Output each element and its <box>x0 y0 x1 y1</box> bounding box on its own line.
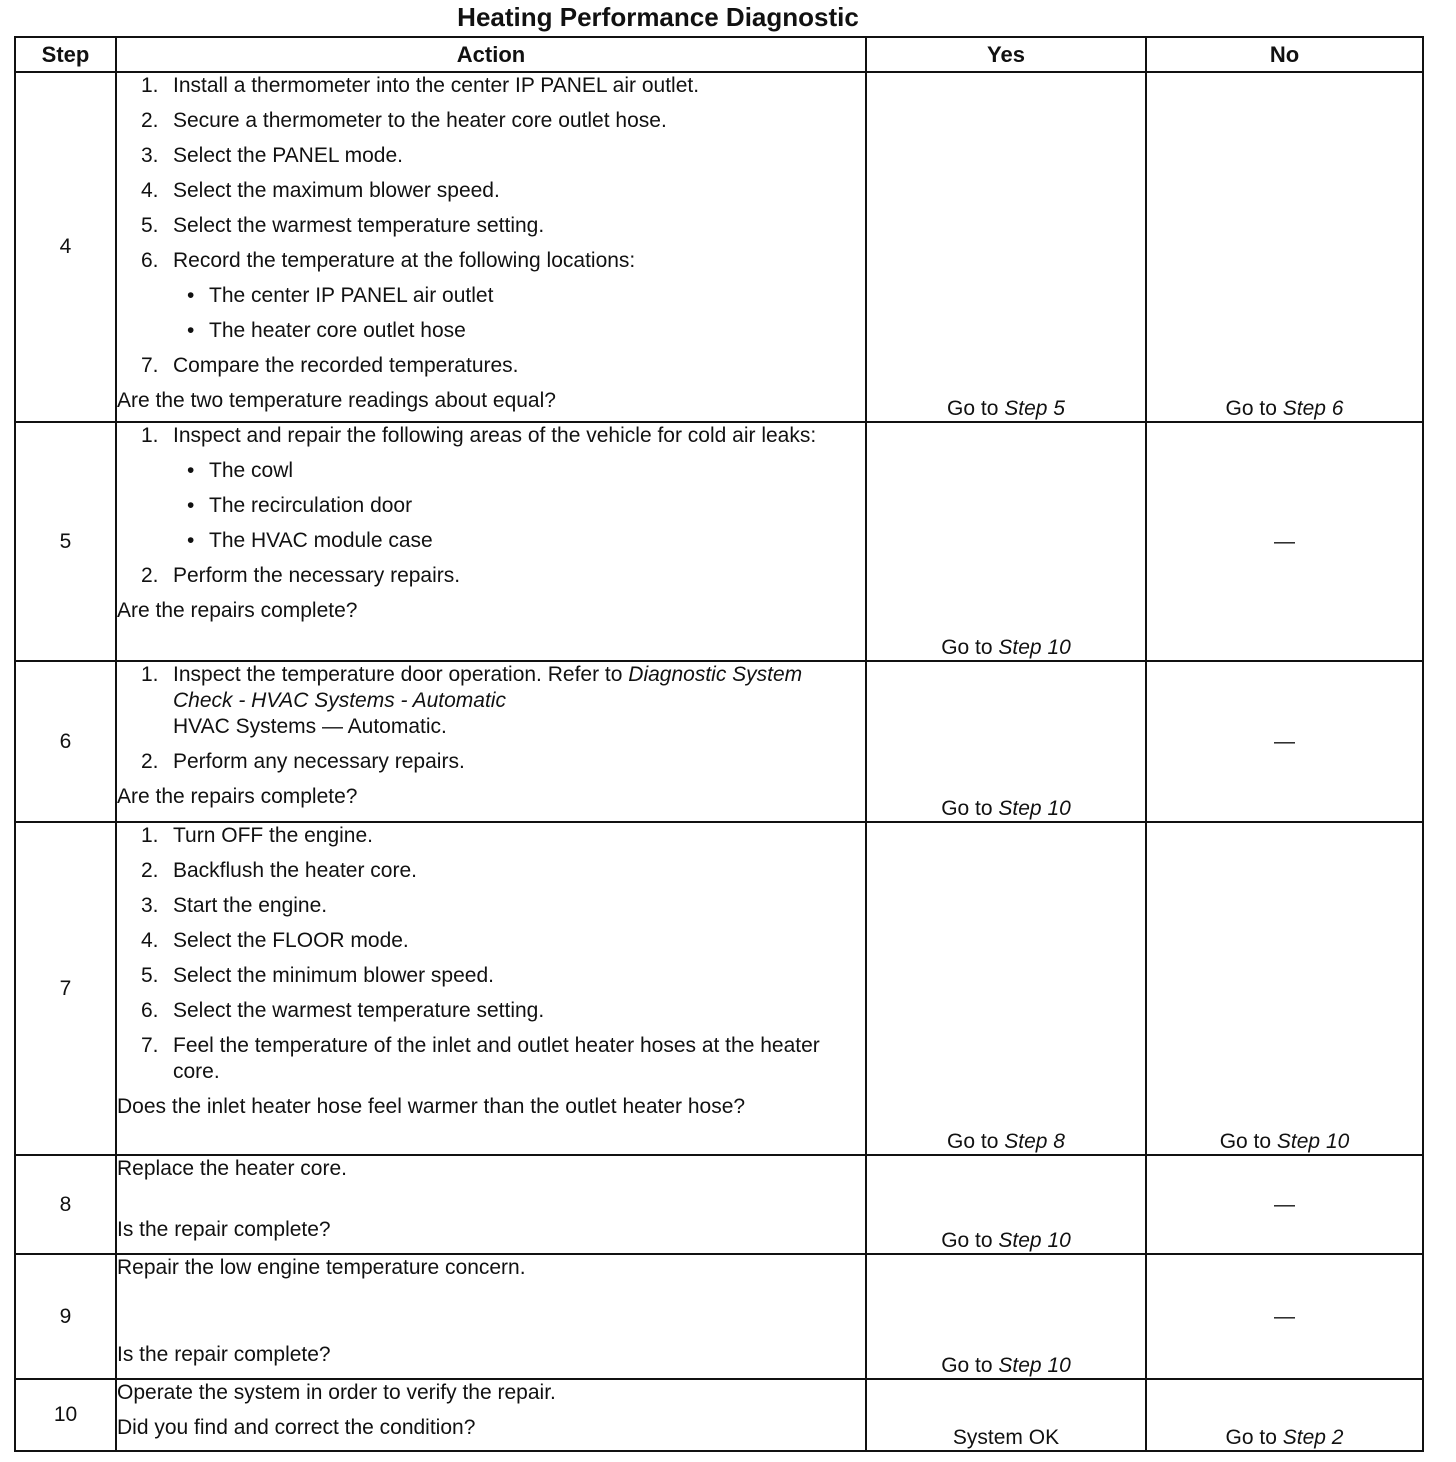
no-cell: — <box>1146 1155 1423 1254</box>
table-row <box>15 1379 1423 1451</box>
step-number: 7 <box>15 822 116 1155</box>
header-row <box>15 37 1423 72</box>
action-cell <box>116 422 866 661</box>
step-number: 8 <box>15 1155 116 1254</box>
question: Are the repairs complete? <box>117 599 358 622</box>
list-item: 1. Turn OFF the engine. <box>141 824 373 847</box>
question: Are the two temperature readings about equal? <box>117 389 556 412</box>
table-row <box>15 1254 1423 1379</box>
list-item: 2. Backflush the heater core. <box>141 859 417 882</box>
list-item: 3. Select the PANEL mode. <box>141 144 403 167</box>
bullet-item: • The cowl <box>187 459 294 482</box>
no-cell: Go to Step 6 <box>1146 72 1423 422</box>
step-reference: Step 10 <box>998 636 1071 659</box>
action-cell <box>116 661 866 822</box>
table-row <box>15 422 1423 661</box>
yes-cell: System OK <box>866 1379 1146 1451</box>
yes-cell: Go to Step 10 <box>866 661 1146 822</box>
bullet-icon: • <box>187 459 195 482</box>
doc-reference: Diagnostic System Check - HVAC Systems - Automatic <box>173 663 803 712</box>
list-item: 4. Select the maximum blower speed. <box>141 179 500 202</box>
bullet-item: • The recirculation door <box>187 494 413 517</box>
list-item: 2. Perform any necessary repairs. <box>141 750 465 773</box>
list-item: 6. Select the warmest temperature setting. <box>141 999 545 1022</box>
question: Did you find and correct the condition? <box>117 1416 476 1439</box>
list-item: 5. Select the warmest temperature setting. <box>141 214 545 237</box>
page-title: Heating Performance Diagnostic <box>457 2 859 32</box>
step-reference: Step 2 <box>1282 1426 1344 1449</box>
list-item: 4. Select the FLOOR mode. <box>141 929 409 952</box>
action-text: Repair the low engine temperature concern. <box>117 1256 526 1279</box>
table-row <box>15 822 1423 1155</box>
step-reference: Step 10 <box>1276 1130 1350 1153</box>
list-item: 7. Feel the temperature of the inlet and outlet heater hoses at the heater core. <box>141 1034 820 1083</box>
action-cell <box>116 1254 866 1379</box>
bullet-icon: • <box>187 494 195 517</box>
yes-cell: Go to Step 8 <box>866 822 1146 1155</box>
list-item: 5. Select the minimum blower speed. <box>141 964 494 987</box>
question: Does the inlet heater hose feel warmer than the outlet heater hose? <box>117 1095 746 1118</box>
step-number: 5 <box>15 422 116 661</box>
no-cell: Go to Step 2 <box>1146 1379 1423 1451</box>
no-cell: — <box>1146 1254 1423 1379</box>
question: Are the repairs complete? <box>117 785 358 808</box>
question: Is the repair complete? <box>117 1218 331 1241</box>
step-number: 10 <box>15 1379 116 1451</box>
table-row <box>15 72 1423 422</box>
yes-cell: Go to Step 10 <box>866 422 1146 661</box>
step-reference: Step 10 <box>998 1354 1071 1377</box>
list-item: 2. Secure a thermometer to the heater core outlet hose. <box>141 109 667 132</box>
step-reference: Step 6 <box>1282 397 1344 420</box>
step-reference: Step 10 <box>998 797 1071 820</box>
yes-cell: Go to Step 10 <box>866 1254 1146 1379</box>
list-item: 6. Record the temperature at the following locations: <box>141 249 636 272</box>
step-number: 9 <box>15 1254 116 1379</box>
step-reference: Step 8 <box>1004 1130 1065 1153</box>
action-cell <box>116 1379 866 1451</box>
step-number: 4 <box>15 72 116 422</box>
header-action: Action <box>116 37 866 72</box>
list-item: 3. Start the engine. <box>141 894 328 917</box>
step-reference: Step 10 <box>998 1229 1071 1252</box>
diagnostic-table <box>14 36 1424 1452</box>
action-text: Operate the system in order to verify the repair. <box>117 1381 556 1404</box>
action-cell <box>116 72 866 422</box>
action-cell <box>116 1155 866 1254</box>
header-no: No <box>1146 37 1423 72</box>
yes-cell: Go to Step 5 <box>866 72 1146 422</box>
bullet-icon: • <box>187 284 195 307</box>
list-item: 1. Install a thermometer into the center IP PANEL air outlet. <box>141 74 700 97</box>
table-row <box>15 1155 1423 1254</box>
list-item: 2. Perform the necessary repairs. <box>141 564 461 587</box>
action-cell <box>116 822 866 1155</box>
list-item: 1. Inspect the temperature door operation. Refer to Diagnostic System Check - HVAC Systems - Automatic HVAC Systems — Automatic. <box>141 663 803 738</box>
action-text: Replace the heater core. <box>117 1157 347 1180</box>
table-row <box>15 661 1423 822</box>
no-cell: — <box>1146 661 1423 822</box>
list-item: 7. Compare the recorded temperatures. <box>141 354 519 377</box>
no-cell: Go to Step 10 <box>1146 822 1423 1155</box>
question: Is the repair complete? <box>117 1343 331 1366</box>
list-item: 1. Inspect and repair the following areas of the vehicle for cold air leaks: <box>141 424 817 447</box>
bullet-item: • The heater core outlet hose <box>187 319 466 342</box>
step-number: 6 <box>15 661 116 822</box>
header-yes: Yes <box>866 37 1146 72</box>
bullet-item: • The center IP PANEL air outlet <box>187 284 494 307</box>
bullet-item: • The HVAC module case <box>187 529 433 552</box>
bullet-icon: • <box>187 319 195 342</box>
step-reference: Step 5 <box>1004 397 1065 420</box>
no-cell: — <box>1146 422 1423 661</box>
bullet-icon: • <box>187 529 195 552</box>
header-step: Step <box>15 37 116 72</box>
yes-cell: Go to Step 10 <box>866 1155 1146 1254</box>
